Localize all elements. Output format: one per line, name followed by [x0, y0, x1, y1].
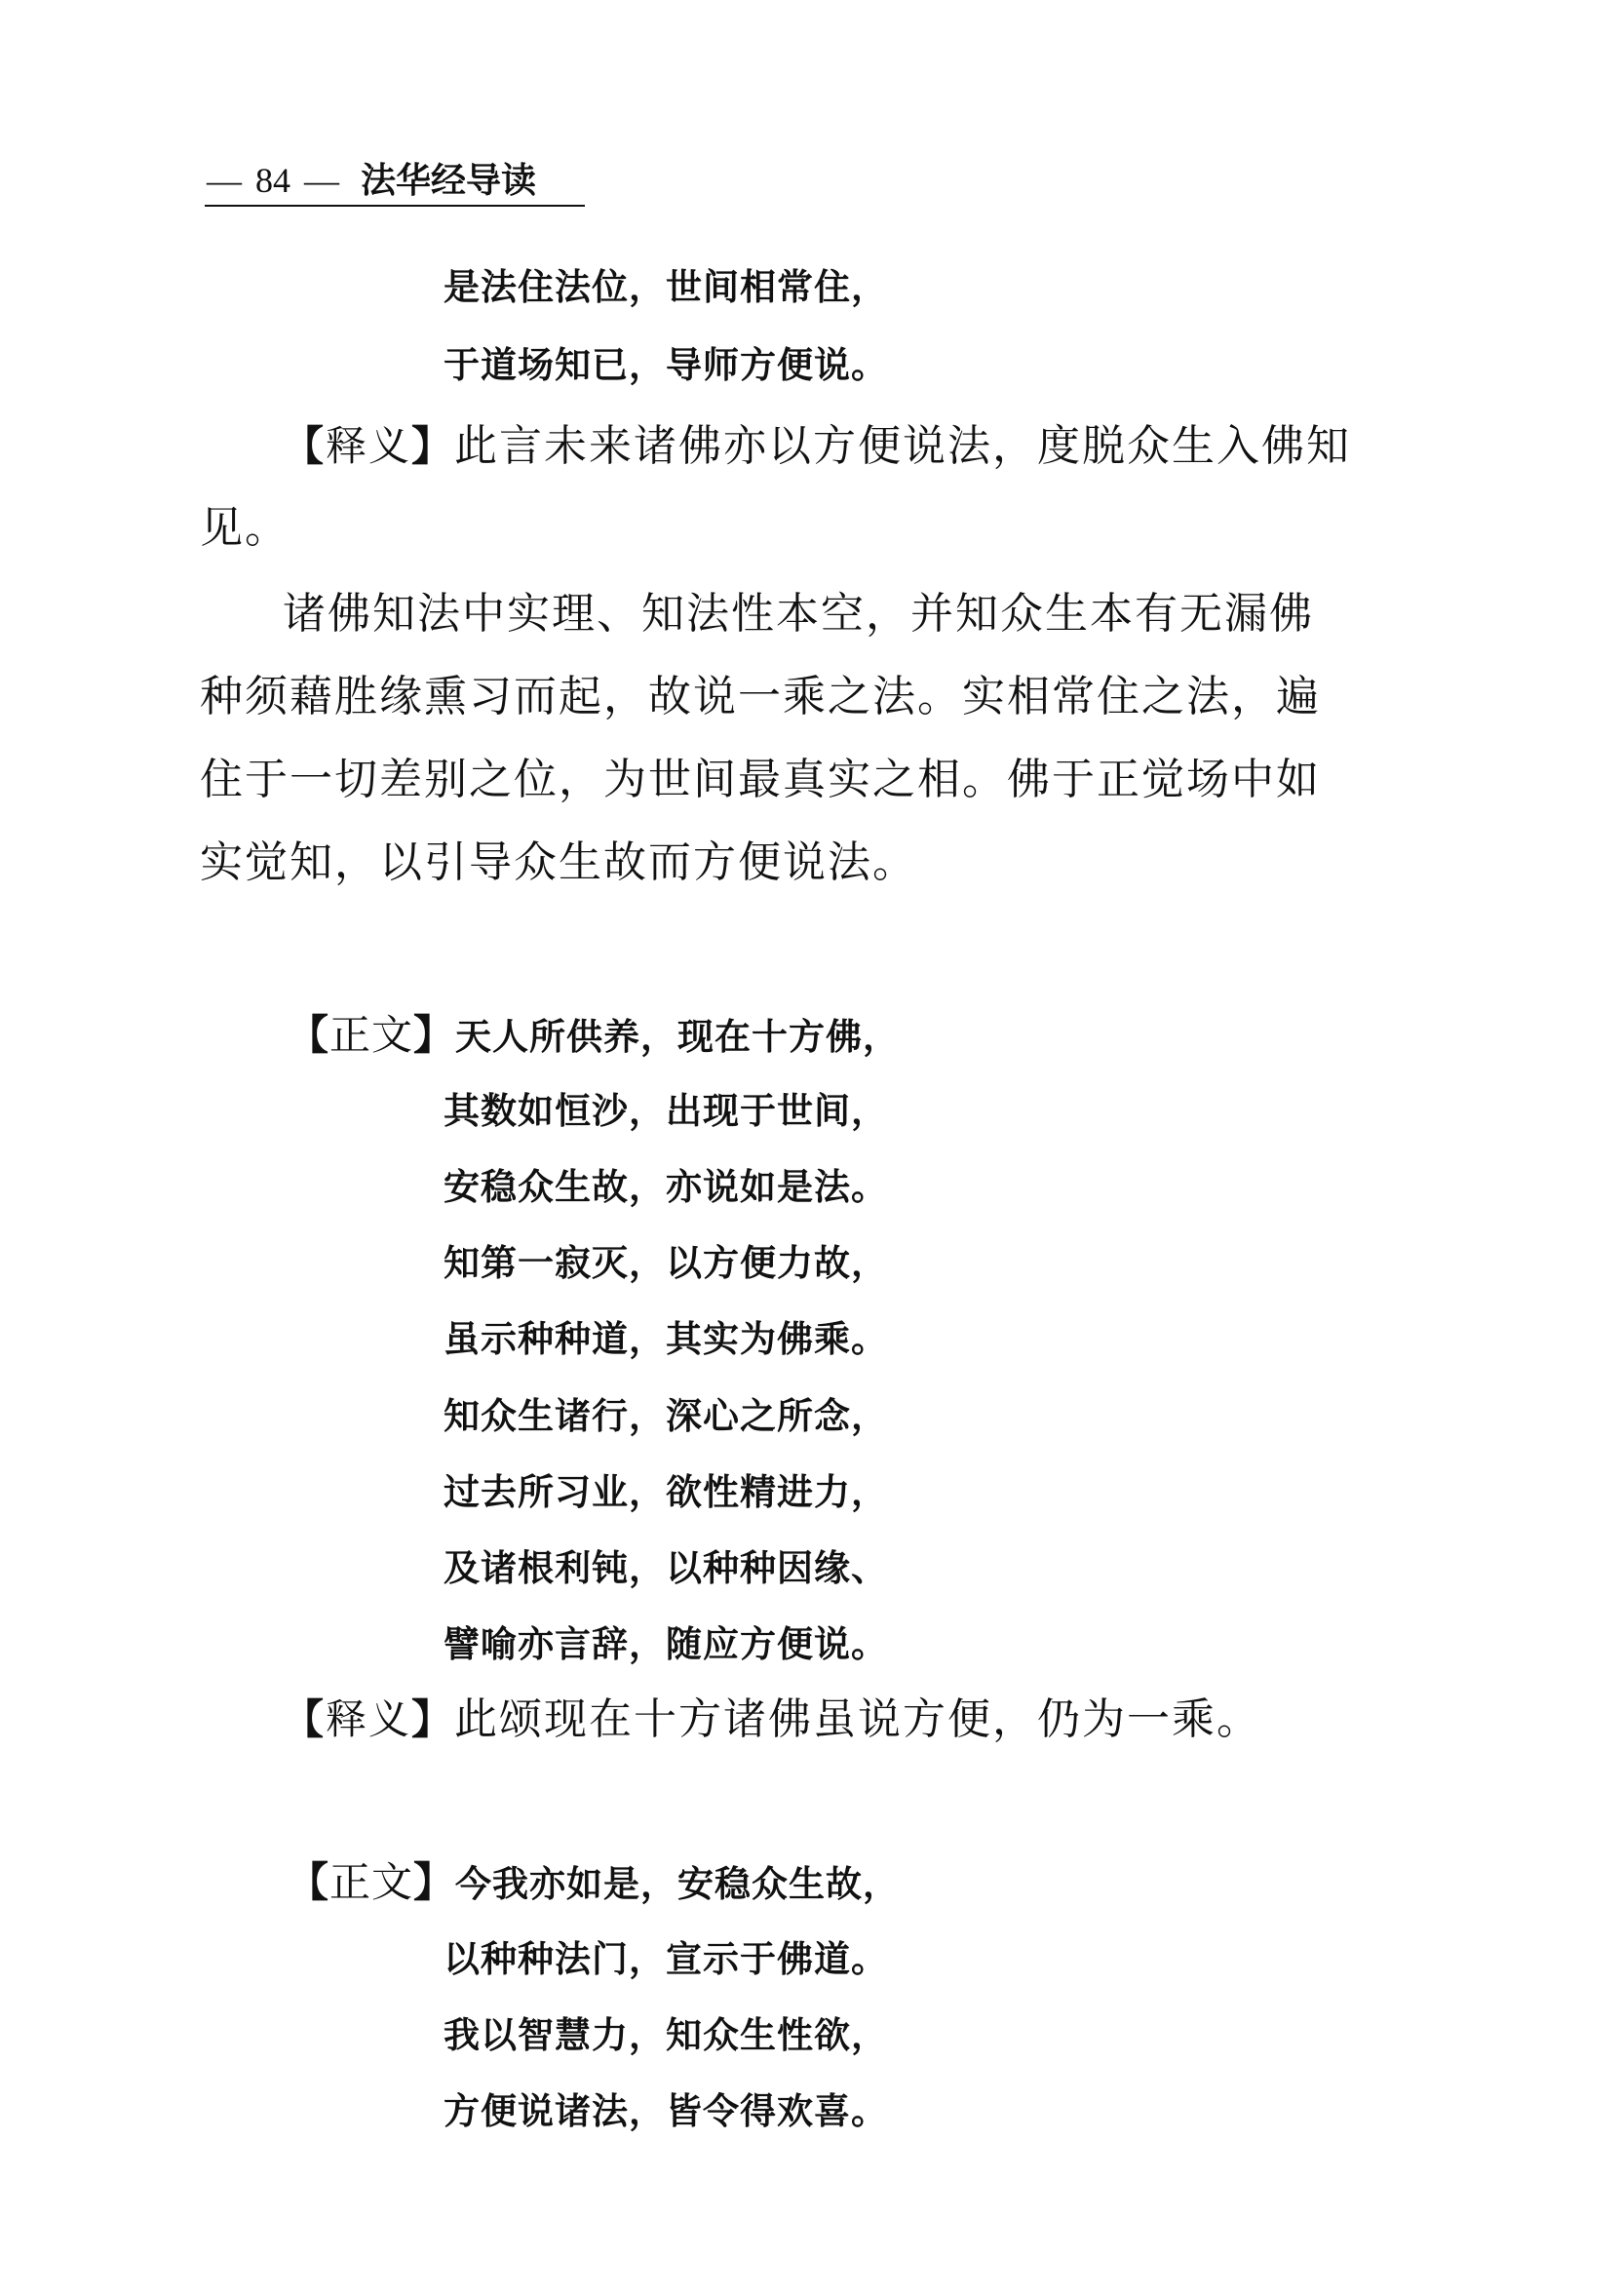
header-dash-left: —	[207, 161, 242, 200]
verse-line: 及诸根利钝，以种种因缘、	[444, 1547, 888, 1589]
verse-line: 方便说诸法，皆令得欢喜。	[444, 2090, 888, 2132]
main-text-label: 【正文】	[288, 1011, 456, 1059]
commentary-line: 实觉知，以引导众生故而方便说法。	[200, 837, 917, 887]
commentary-line: 住于一切差别之位，为世间最真实之相。佛于正觉场中如	[200, 755, 1321, 804]
verse-line: 其数如恒沙，出现于世间，	[444, 1090, 888, 1132]
book-title: 法华经导读	[361, 161, 537, 201]
verse-line: 我以智慧力，知众生性欲，	[444, 2014, 888, 2056]
verse-line: 于道场知已，导师方便说。	[444, 344, 888, 386]
main-text-label: 【正文】	[288, 1858, 456, 1906]
gloss-text: 此颂现在十方诸佛虽说方便，仍为一乘。	[454, 1694, 1262, 1744]
main-text-first-line: 【正文】今我亦如是，安稳众生故，	[288, 1858, 901, 1906]
verse-line: 以种种法门，宣示于佛道。	[444, 1938, 888, 1980]
commentary-line: 种须藉胜缘熏习而起，故说一乘之法。实相常住之法，遍	[200, 672, 1321, 721]
running-header	[205, 156, 585, 207]
gloss-paragraph	[283, 1691, 1261, 1749]
verse-line: 知第一寂灭，以方便力故，	[444, 1242, 888, 1284]
gloss-label: 【释义】	[283, 1695, 455, 1743]
gloss-text-continued: 见。	[200, 503, 290, 553]
verse-line: 安稳众生故，亦说如是法。	[444, 1166, 888, 1208]
header-dash-right: —	[304, 161, 339, 200]
verse-line: 过去所习业，欲性精进力，	[444, 1471, 888, 1513]
gloss-paragraph	[283, 417, 1351, 476]
page-number: 84	[255, 161, 290, 200]
verse-line: 虽示种种道，其实为佛乘。	[444, 1318, 888, 1360]
main-text-first-line: 【正文】天人所供养，现在十方佛，	[288, 1011, 901, 1059]
verse-line: 是法住法位，世间相常住，	[444, 266, 888, 308]
verse-line: 知众生诸行，深心之所念，	[444, 1395, 888, 1437]
verse-line: 譬喻亦言辞，随应方便说。	[444, 1623, 888, 1665]
gloss-label: 【释义】	[283, 422, 455, 470]
commentary-line: 诸佛知法中实理、知法性本空，并知众生本有无漏佛	[283, 589, 1314, 639]
gloss-text: 此言未来诸佛亦以方便说法，度脱众生入佛知	[454, 421, 1352, 471]
